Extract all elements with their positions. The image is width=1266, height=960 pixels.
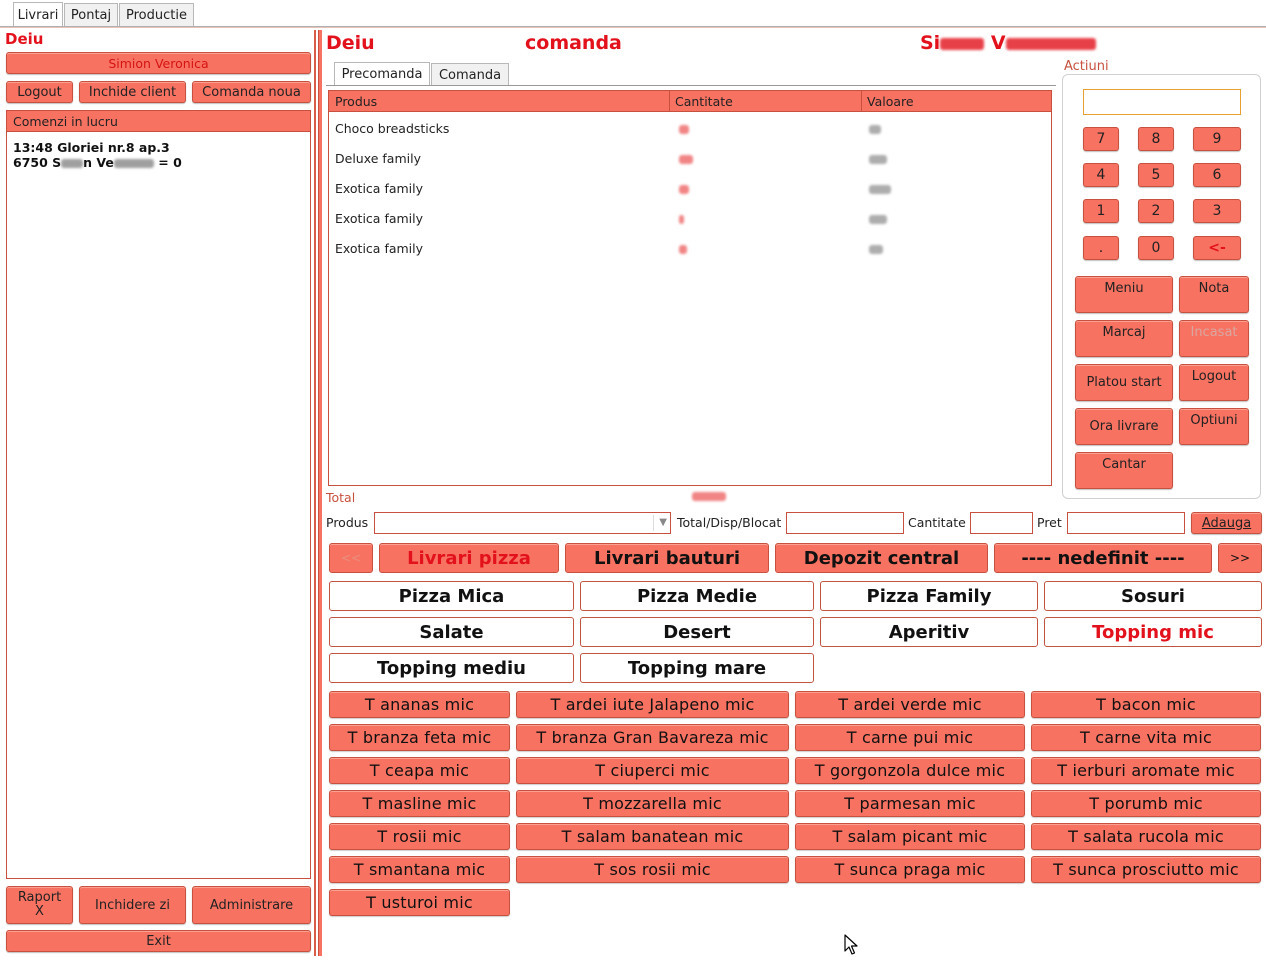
header-title-left: Deiu	[326, 32, 375, 54]
product-button[interactable]: T rosii mic	[329, 823, 510, 850]
product-button[interactable]: T sunca praga mic	[795, 856, 1025, 883]
table-row[interactable]	[329, 151, 1051, 169]
table-row[interactable]	[329, 211, 1051, 229]
product-button[interactable]: T carne pui mic	[795, 724, 1025, 751]
product-button[interactable]: T bacon mic	[1031, 691, 1261, 718]
header-title-mid: comanda	[525, 32, 622, 54]
platou-start-button[interactable]: Platou start	[1075, 364, 1173, 401]
row-product: Exotica family	[335, 181, 424, 196]
nota-button[interactable]: Nota	[1179, 276, 1249, 313]
menu-button[interactable]: Meniu	[1075, 276, 1173, 313]
actions-title: Actiuni	[1064, 59, 1109, 74]
close-client-button[interactable]: Inchide client	[79, 81, 186, 103]
add-button[interactable]: Adauga	[1191, 512, 1262, 534]
product-button[interactable]: T carne vita mic	[1031, 724, 1261, 751]
product-button[interactable]: T ardei verde mic	[795, 691, 1025, 718]
key-6[interactable]: 6	[1193, 163, 1241, 187]
row-product: Exotica family	[335, 241, 424, 256]
row-product: Choco breadsticks	[335, 121, 450, 136]
chevron-down-icon[interactable]: ▼	[659, 517, 667, 528]
product-button[interactable]: T masline mic	[329, 790, 510, 817]
qty-label: Cantitate	[908, 515, 966, 530]
section-livrari-bauturi[interactable]: Livrari bauturi	[565, 543, 769, 573]
product-button[interactable]: T branza Gran Bavareza mic	[516, 724, 789, 751]
product-button[interactable]: T mozzarella mic	[516, 790, 789, 817]
col-produs[interactable]: Produs	[335, 94, 378, 109]
product-button[interactable]: T gorgonzola dulce mic	[795, 757, 1025, 784]
key-1[interactable]: 1	[1083, 199, 1119, 223]
total-label: Total	[326, 490, 356, 505]
orders-panel-header: Comenzi in lucru	[7, 111, 310, 132]
product-button[interactable]: T usturoi mic	[329, 889, 510, 916]
actions-logout-button[interactable]: Logout	[1179, 364, 1249, 401]
col-cantitate[interactable]: Cantitate	[675, 94, 733, 109]
category-topping-mare[interactable]: Topping mare	[580, 653, 814, 683]
header-client-name: Si V	[920, 32, 1096, 54]
order-tabs	[326, 61, 1056, 87]
key-8[interactable]: 8	[1138, 127, 1174, 151]
user-button[interactable]: Simion Veronica	[6, 52, 311, 74]
category-topping-mediu[interactable]: Topping mediu	[329, 653, 574, 683]
product-button[interactable]: T salam picant mic	[795, 823, 1025, 850]
product-button[interactable]: T sos rosii mic	[516, 856, 789, 883]
produs-label: Produs	[326, 515, 369, 530]
category-aperitiv[interactable]: Aperitiv	[820, 617, 1038, 647]
product-button[interactable]: T salam banatean mic	[516, 823, 789, 850]
tab-livrari[interactable]: Livrari	[13, 2, 63, 27]
new-order-button[interactable]: Comanda noua	[192, 81, 311, 103]
next-section-button[interactable]: >>	[1218, 543, 1262, 573]
report-x-label: X	[35, 904, 44, 919]
qty-field[interactable]	[970, 512, 1033, 534]
section-livrari-pizza[interactable]: Livrari pizza	[379, 543, 559, 573]
key-9[interactable]: 9	[1193, 127, 1241, 151]
produs-combo[interactable]	[374, 512, 671, 534]
report-label: Raport	[17, 890, 62, 905]
table-row[interactable]	[329, 121, 1051, 139]
product-button[interactable]: T parmesan mic	[795, 790, 1025, 817]
tab-precomanda[interactable]: Precomanda	[334, 62, 430, 86]
table-row[interactable]	[329, 241, 1051, 259]
key-4[interactable]: 4	[1083, 163, 1119, 187]
incasat-button[interactable]: Incasat	[1179, 320, 1249, 357]
product-button[interactable]: T sunca prosciutto mic	[1031, 856, 1261, 883]
section-depozit-central[interactable]: Depozit central	[775, 543, 988, 573]
table-header	[329, 91, 1051, 112]
category-sosuri[interactable]: Sosuri	[1044, 581, 1262, 611]
category-pizza-family[interactable]: Pizza Family	[820, 581, 1038, 611]
delivery-time-button[interactable]: Ora livrare	[1075, 408, 1173, 445]
key-0[interactable]: 0	[1138, 236, 1174, 260]
product-button[interactable]: T ananas mic	[329, 691, 510, 718]
tab-pontaj[interactable]: Pontaj	[64, 3, 118, 26]
admin-button[interactable]: Administrare	[192, 886, 311, 924]
category-pizza-mica[interactable]: Pizza Mica	[329, 581, 574, 611]
product-button[interactable]: T salata rucola mic	[1031, 823, 1261, 850]
report-x-button[interactable]	[6, 886, 73, 924]
product-button[interactable]: T smantana mic	[329, 856, 510, 883]
col-valoare[interactable]: Valoare	[867, 94, 914, 109]
key-backspace[interactable]: <-	[1193, 236, 1241, 260]
order-list-item[interactable]	[7, 132, 310, 170]
product-button[interactable]: T porumb mic	[1031, 790, 1261, 817]
key-2[interactable]: 2	[1138, 199, 1174, 223]
tab-productie[interactable]: Productie	[119, 3, 194, 26]
product-button[interactable]: T ardei iute Jalapeno mic	[516, 691, 789, 718]
top-separator	[0, 26, 1266, 28]
product-button[interactable]: T branza feta mic	[329, 724, 510, 751]
key-3[interactable]: 3	[1193, 199, 1241, 223]
key-5[interactable]: 5	[1138, 163, 1174, 187]
left-title: Deiu	[5, 30, 44, 48]
top-tab-strip	[0, 0, 1266, 28]
splitter[interactable]	[313, 30, 323, 956]
total-disp-field[interactable]	[786, 512, 904, 534]
left-logout-button[interactable]: Logout	[6, 81, 73, 103]
category-topping-mic[interactable]: Topping mic	[1044, 617, 1262, 647]
marcaj-button[interactable]: Marcaj	[1075, 320, 1173, 357]
exit-button[interactable]: Exit	[6, 930, 311, 952]
orders-panel	[6, 110, 311, 879]
order-table	[328, 90, 1052, 486]
total-value	[692, 492, 726, 501]
total-disp-label: Total/Disp/Blocat	[677, 515, 782, 530]
product-button[interactable]: T ceapa mic	[329, 757, 510, 784]
mouse-cursor-icon	[844, 934, 860, 956]
price-label: Pret	[1037, 515, 1062, 530]
category-salate[interactable]: Salate	[329, 617, 574, 647]
close-day-button[interactable]: Inchidere zi	[79, 886, 186, 924]
key-7[interactable]: 7	[1083, 127, 1119, 151]
product-button[interactable]: T ciuperci mic	[516, 757, 789, 784]
options-button[interactable]: Optiuni	[1179, 408, 1249, 445]
row-product: Exotica family	[335, 211, 424, 226]
numpad-display[interactable]	[1083, 89, 1241, 115]
order-line-2: 6750 S n Ve = 0	[13, 155, 182, 170]
row-product: Deluxe family	[335, 151, 421, 166]
scale-button[interactable]: Cantar	[1075, 452, 1173, 489]
table-row[interactable]	[329, 181, 1051, 199]
section-nedefinit[interactable]: ---- nedefinit ----	[994, 543, 1212, 573]
price-field[interactable]	[1067, 512, 1185, 534]
order-line-1: 13:48 Gloriei nr.8 ap.3	[13, 140, 170, 155]
category-desert[interactable]: Desert	[580, 617, 814, 647]
tab-comanda[interactable]: Comanda	[431, 63, 509, 86]
prev-section-button[interactable]: <<	[329, 543, 373, 573]
category-pizza-medie[interactable]: Pizza Medie	[580, 581, 814, 611]
key-dot[interactable]: .	[1083, 236, 1119, 260]
product-button[interactable]: T ierburi aromate mic	[1031, 757, 1261, 784]
